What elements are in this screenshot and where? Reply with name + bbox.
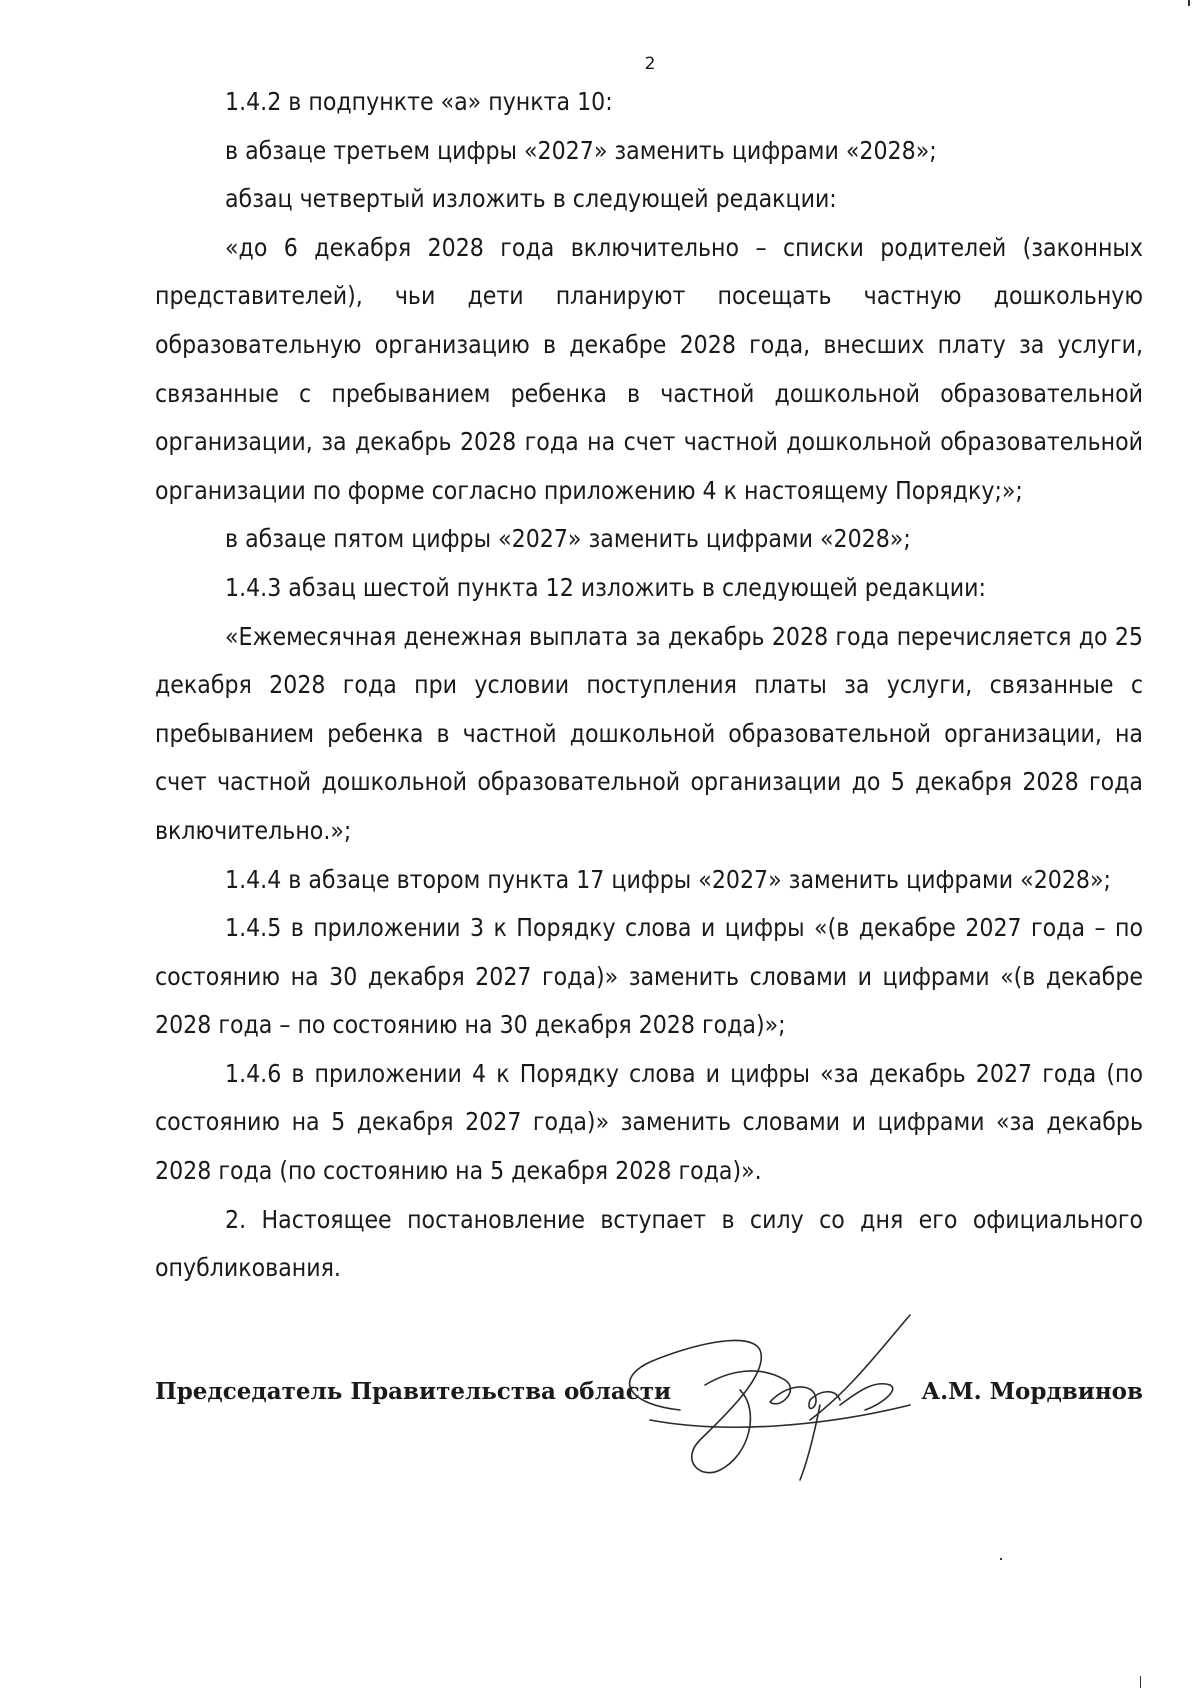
paragraph-1-4-2: 1.4.2 в подпункте «а» пункта 10: <box>225 87 613 116</box>
paragraph-1-4-3: 1.4.3 абзац шестой пункта 12 изложить в следующей редакции: <box>225 572 986 602</box>
paragraph-abzac-tretiy: в абзаце третьем цифры «2027» заменить цифрами «2028»; <box>225 135 937 165</box>
signatory-name: А.М. Мордвинов <box>921 1378 1143 1405</box>
paragraph-quote-spiski: «до 6 декабря 2028 года включительно – списки родителей (законных представителей), чьи дети планируют посещать частную дошкольную образовательную организацию в декабре 2028 года, внесших плату за услуги, связанные с пребыванием ребенка в частной дошкольной образовательной организации, за декабрь 2028 года на счет частной дошкольной образовательной организации по форме согласно приложению 4 к настоящему Порядку;»; <box>155 232 1143 505</box>
paragraph-quote-vyplata: «Ежемесячная денежная выплата за декабрь 2028 года перечисляется до 25 декабря 2028 года при условии поступления платы за услуги, связанные с пребыванием ребенка в частной дошкольной образовательной организации, на счет частной дошкольной образовательной организации до 5 декабря 2028 года включительно.»; <box>155 621 1143 845</box>
document-body <box>155 78 1143 1293</box>
page-number: 2 <box>644 54 656 74</box>
signature-stroke <box>800 1405 820 1480</box>
paragraph-1-4-5: 1.4.5 в приложении 3 к Порядку слова и цифры «(в декабре 2027 года – по состоянию на 30 декабря 2027 года)» заменить словами и цифрами «(в декабре 2028 года – по состоянию на 30 декабря 2028 года)»; <box>155 913 1143 1040</box>
signature-stroke <box>630 1340 762 1472</box>
signature-stroke <box>810 1315 910 1420</box>
paragraph-abzac-pyatyi: в абзаце пятом цифры «2027» заменить цифрами «2028»; <box>225 524 911 554</box>
paragraph-abzac-chetvertyi: абзац четвертый изложить в следующей редакции: <box>225 184 837 214</box>
signature-stroke <box>705 1371 840 1409</box>
scan-mark <box>1188 0 1190 6</box>
scan-mark <box>1000 1558 1002 1560</box>
paragraph-1-4-4: 1.4.4 в абзаце втором пункта 17 цифры «2027» заменить цифрами «2028»; <box>225 864 1111 894</box>
signatory-position: Председатель Правительства области <box>155 1378 672 1405</box>
signature-stroke <box>840 1384 893 1410</box>
paragraph-2-vstuplenie: 2. Настоящее постановление вступает в силу со дня его официального опубликования. <box>155 1204 1143 1283</box>
handwritten-signature <box>610 1310 950 1490</box>
paragraph-1-4-6: 1.4.6 в приложении 4 к Порядку слова и цифры «за декабрь 2027 года (по состоянию на 5 декабря 2027 года)» заменить словами и цифрами «за декабрь 2028 года (по состоянию на 5 декабря 2028 года)». <box>155 1058 1143 1186</box>
scan-mark <box>1140 1676 1141 1688</box>
